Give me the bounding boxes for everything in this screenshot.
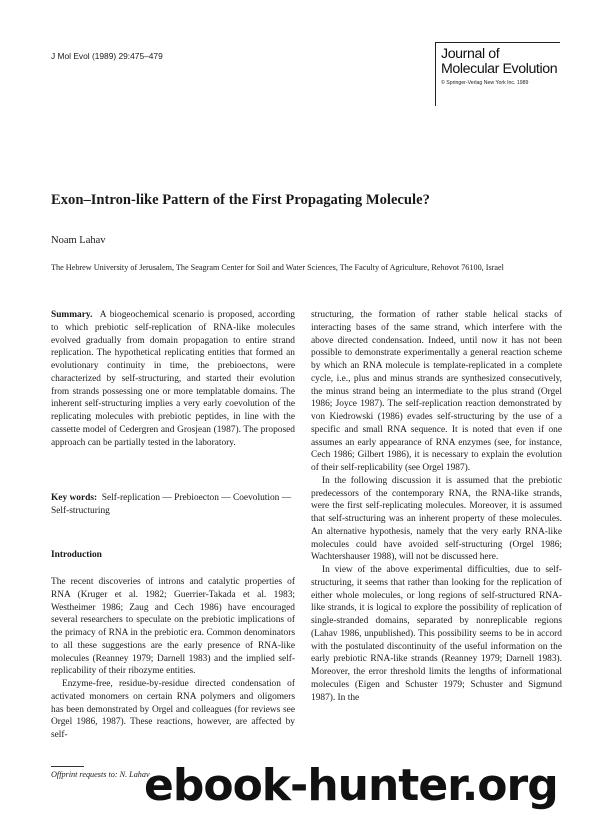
- keywords-label: Key words:: [51, 493, 98, 503]
- keywords-section: [51, 492, 295, 518]
- introduction-heading: Introduction: [51, 550, 102, 560]
- copyright-notice: © Springer-Verlag New York Inc. 1989: [441, 80, 529, 86]
- journal-name-line1: Journal of: [441, 46, 500, 62]
- intro-paragraph-2: Enzyme-free, residue-by-residue directed condensation of activated monomers on certain RNA polymers and oligomers has been demonstrated by Orgel and colleagues (for reviews see Orgel 1986, 1987). These reactions, however, are affected by self-: [51, 679, 295, 740]
- journal-logo: [435, 42, 560, 106]
- journal-citation: J Mol Evol (1989) 29:475–479: [51, 51, 163, 61]
- footnote-rule: [51, 766, 84, 767]
- article-title: Exon–Intron-like Pattern of the First Propagating Molecule?: [51, 192, 430, 208]
- summary-text: A biogeochemical scenario is proposed, according to which prebiotic self-replication of RNA-like molecules evolved gradually from domain propagation to entire strand replication. The hypothetical replicating entities that formed an evolutionary continuity in time, the prebioectons, were characterized by self-structuring, and started their evolution from strands possessing one or more templatable domains. The inherent self-structuring implies a very early coevolution of the replicating molecules with prebiotic peptides, in line with the cassette model of Cedergren and Grosjean (1987). The proposed approach can be partially tested in the laboratory.: [51, 310, 295, 448]
- right-paragraph-1: structuring, the formation of rather stable helical stacks of interacting bases of the same strand, which interfere with the above directed condensation. Indeed, until now it has not been possible to demonstrate experimentally a general reaction scheme by which an RNA molecule is template-replicated in a complete cycle, i.e., plus and minus strands are synthesized consecutively, the minus strand being an intermediate to the plus strand (Orgel 1986; Joyce 1987). The self-replication reaction demonstrated by von Kiedrowski (1986) evades self-structuring by the use of a specific and small RNA sequence. It is noted that even if one assumes an early appearance of RNA enzymes (see, for instance, Cech 1986; Gilbert 1986), it is necessary to explain the evolution of their self-replicability (see Orgel 1987).: [311, 310, 562, 473]
- journal-name-line2: Molecular Evolution: [441, 61, 558, 77]
- offprint-note: Offprint requests to: N. Lahav: [51, 770, 150, 779]
- summary-label: Summary.: [51, 310, 93, 320]
- right-paragraph-2: In the following discussion it is assumed that the prebiotic predecessors of the contemporary RNA, the RNA-like strands, were the first self-replicating molecules. Moreover, it is assumed that self-structuring was an inherent property of these molecules. An alternative hypothesis, namely that the very early RNA-like molecules could have avoided self-structuring (Orgel 1986; Wachtershauser 1988), will not be discussed here.: [311, 475, 562, 563]
- author-affiliation: The Hebrew University of Jerusalem, The Seagram Center for Soil and Water Sciences, The Faculty of Agriculture, Rehovot 76100, Israel: [51, 263, 504, 272]
- keywords-text: Self-replication — Prebioecton — Coevolution — Self-structuring: [51, 493, 292, 516]
- watermark: ebook-hunter.org: [144, 760, 558, 811]
- author-name: Noam Lahav: [51, 235, 106, 246]
- summary-section: [51, 309, 295, 449]
- intro-paragraph-1: The recent discoveries of introns and catalytic properties of RNA (Kruger et al. 1982; Guerrier-Takada et al. 1983; Westheimer 1986; Zaug and Cech 1986) have encouraged several researchers to speculate on the prebiotic implications of the primacy of RNA in the prebiotic era. Common denominators to all these suggestions are the early presence of RNA-like molecules (Reanney 1979; Darnell 1983) and the implied self-replicability of their ribozyme entities.: [51, 577, 295, 677]
- right-paragraph-3: In view of the above experimental difficulties, due to self-structuring, it seems that rather than looking for the replication of either whole molecules, or long regions of self-structured RNA-like strands, it is logical to explore the possibility of replication of single-stranded domains, separated by nonreplicable regions (Lahav 1986, unpublished). This possibility seems to be in accord with the postulated discontinuity of the useful information on the early prebiotic RNA-like strands (Reanney 1979; Darnell 1983). Moreover, the error threshold limits the lengths of informational molecules (Eigen and Schuster 1979; Schuster and Sigmund 1987). In the: [311, 565, 562, 703]
- introduction-body: [51, 576, 295, 742]
- right-column: [311, 309, 562, 704]
